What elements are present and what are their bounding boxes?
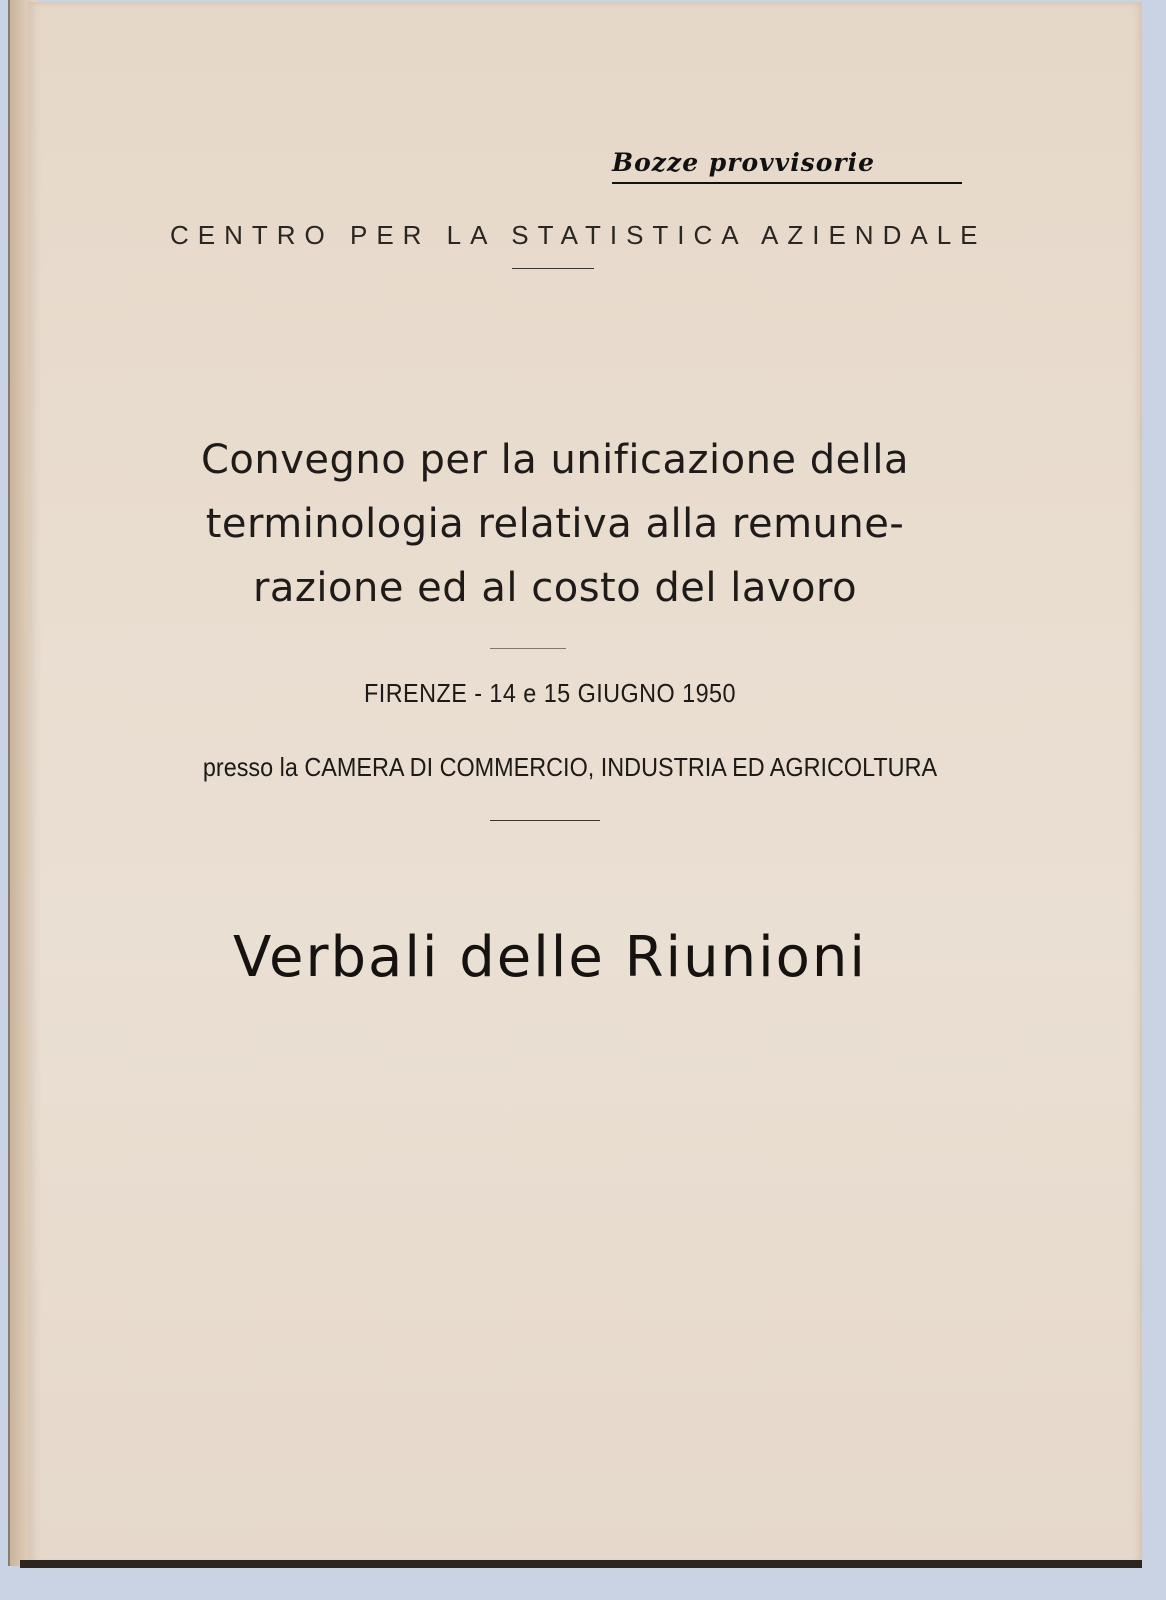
draft-stamp: Bozze provvisorie	[612, 148, 876, 177]
conference-title-line: Convegno per la unificazione della	[201, 437, 909, 483]
conference-title	[140, 428, 970, 620]
venue-line: presso la CAMERA DI COMMERCIO, INDUSTRIA ED AGRICOLTURA	[202, 752, 938, 782]
cover-bottom-edge	[20, 1560, 1142, 1568]
divider-rule	[490, 820, 600, 821]
conference-title-line: terminologia relativa alla remune-	[205, 501, 905, 547]
stamp-underline	[612, 182, 962, 184]
divider-rule	[512, 268, 594, 269]
document-title: Verbali delle Riunioni	[233, 925, 867, 990]
divider-rule	[490, 648, 566, 649]
organization-name: CENTRO PER LA STATISTICA AZIENDALE	[170, 220, 987, 250]
conference-title-line: razione ed al costo del lavoro	[252, 565, 858, 611]
place-and-date: FIRENZE - 14 e 15 GIUGNO 1950	[364, 678, 736, 708]
